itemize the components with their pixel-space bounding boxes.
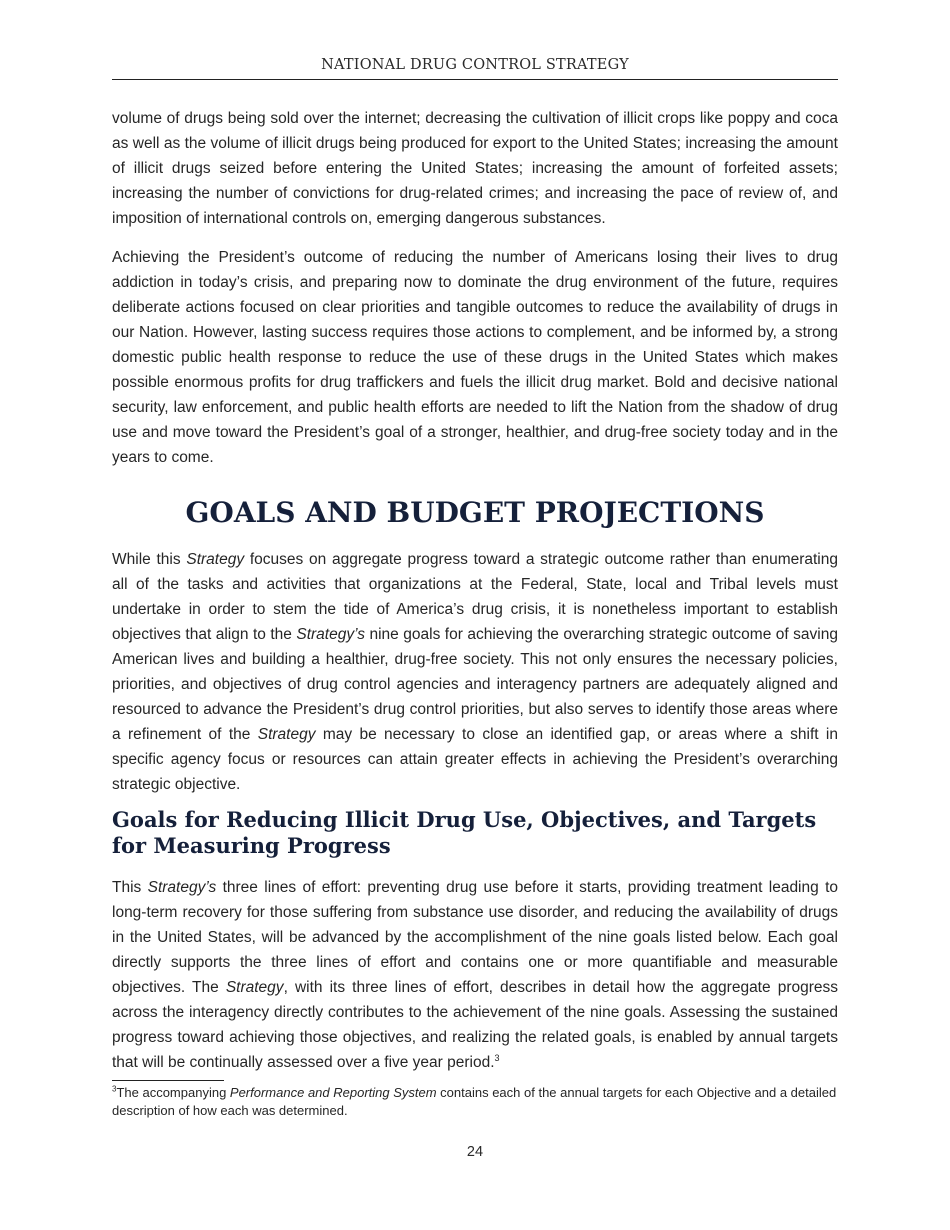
footnote-text-a: The accompanying — [116, 1085, 230, 1100]
p3-text-b: focuses on aggregate progress toward a strategic outcome rather than enumerating all of the tasks and activities that organizations at the Federal, State, local and Tribal levels must undertake in order to stem the tide of America’s drug crisis, it is nonetheless important to establish objectives that align to the — [112, 551, 838, 643]
footnote-number: 3 — [112, 1084, 117, 1094]
footnote-rule — [112, 1080, 224, 1081]
section-title: GOALS AND BUDGET PROJECTIONS — [185, 496, 765, 529]
footnote-reference-marker[interactable]: 3 — [494, 1052, 500, 1063]
body-paragraph-2: Achieving the President’s outcome of reducing the number of Americans losing their lives to drug addiction in today’s crisis, and preparing now to dominate the drug environment of the future, requires deliberate actions focused on clear priorities and tangible outcomes to reduce the availability of drugs in our Nation. However, lasting success requires those actions to complement, and be informed by, a strong domestic public health response to reduce the use of these drugs in the United States which makes possible enormous profits for drug traffickers and fuels the illicit drug market. Bold and decisive national security, law enforcement, and public health efforts are needed to lift the Nation from the shadow of drug use and move toward the President’s goal of a stronger, healthier, and drug-free society today and in the years to come. — [112, 249, 838, 466]
footnote-text-b: contains each of the annual targets for each Objective and a detailed description of how each was determined. — [112, 1085, 837, 1118]
p4-text-c: , with its three lines of effort, describes in detail how the aggregate progress across the interagency directly contributes to the achievement of the nine goals. Assessing the sustained progress toward achieving those objectives, and realizing the related goals, is enabled by annual targets that will be continually assessed over a five year period. — [112, 979, 838, 1071]
body-paragraph-4 — [112, 875, 838, 1075]
document-page — [112, 0, 838, 1230]
p3-text-a: While this — [112, 551, 187, 568]
page-number: 24 — [466, 1144, 484, 1160]
p3-strategy-italic-1: Strategy — [186, 551, 245, 568]
p4-text-b: three lines of effort: preventing drug use before it starts, providing treatment leading to long-term recovery for those suffering from substance use disorder, and reducing the availability of drugs in the United States, will be advanced by the accomplishment of the nine goals listed below. Each goal directly supports the three lines of effort and contains one or more quantifiable and measurable objectives. The — [112, 879, 839, 996]
running-header: NATIONAL DRUG CONTROL STRATEGY — [321, 57, 629, 73]
body-paragraph-1: volume of drugs being sold over the internet; decreasing the cultivation of illicit crops like poppy and coca as well as the volume of illicit drugs being produced for export to the United States; increasing the amount of illicit drugs seized before entering the United States; increasing the amount of forfeited assets; increasing the number of convictions for drug-related crimes; and increasing the pace of review of, and imposition of international controls on, emerging dangerous substances. — [112, 110, 838, 227]
footnote-italic-title: Performance and Reporting System — [229, 1085, 437, 1100]
p4-text-a: This — [112, 879, 148, 896]
footnote — [112, 1084, 838, 1120]
p4-strategy-italic-2: Strategy — [225, 979, 284, 996]
body-paragraph-3 — [112, 547, 838, 797]
p3-text-c: nine goals for achieving the overarching strategic outcome of saving American lives and building a healthier, drug-free society. This not only ensures the necessary policies, priorities, and objectives of drug control agencies and interagency partners are adequately aligned and resourced to advance the President’s drug control priorities, but also serves to identify those areas where a refinement of the — [112, 626, 838, 743]
p3-text-d: may be necessary to close an identified gap, or areas where a shift in specific agency focus or resources can attain greater effects in achieving the President’s overarching strategic objective. — [112, 726, 838, 793]
header-rule — [112, 79, 838, 80]
p3-strategy-italic-2: Strategy’s — [296, 626, 366, 643]
subsection-title: Goals for Reducing Illicit Drug Use, Objectives, and Targets for Measuring Progress — [112, 807, 817, 858]
p3-strategy-italic-3: Strategy — [257, 726, 316, 743]
p4-strategy-italic-1: Strategy’s — [147, 879, 217, 896]
